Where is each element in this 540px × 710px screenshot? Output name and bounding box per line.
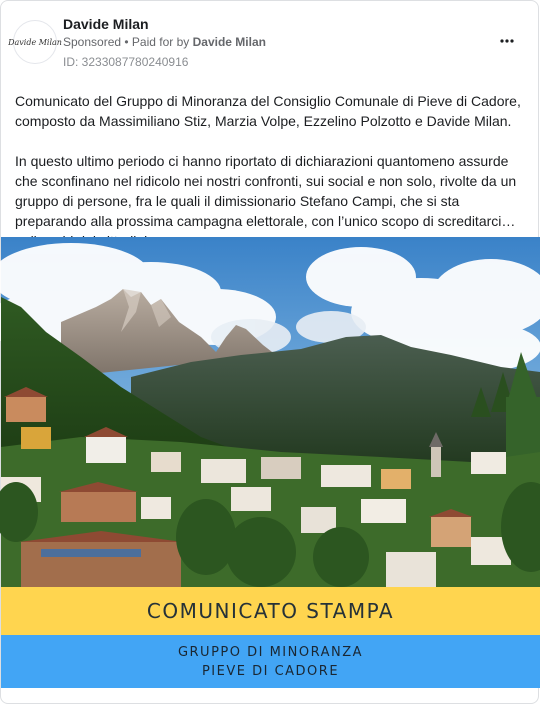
ad-id: ID: 3233087780240916	[63, 55, 189, 69]
post-paragraph-1: Comunicato del Gruppo di Minoranza del Consiglio Comunale di Pieve di Cadore, composto da Massimiliano Stiz, Marzia Volpe, Ezzelino Polzotto e Davide Milan.	[15, 93, 521, 129]
press-subtitle-line-2: PIEVE DI CADORE	[201, 663, 340, 679]
paid-for-prefix: • Paid for by	[121, 35, 193, 49]
three-dots-icon	[500, 39, 514, 43]
press-title: COMUNICATO STAMPA	[146, 599, 395, 623]
post-text	[15, 91, 525, 231]
avatar[interactable]	[8, 20, 62, 64]
mountain-village-photo	[1, 237, 540, 587]
sponsored-label: Sponsored	[63, 35, 122, 49]
press-subtitle-band	[1, 635, 540, 688]
press-subtitle-line-1: GRUPPO DI MINORANZA	[177, 644, 364, 660]
post-header	[1, 1, 538, 81]
post-paragraph-2[interactable]: In questo ultimo periodo ci hanno riportato di dichiarazioni quantomeno assurde che sconfinano nel ridicolo nei nostri confronti, sui social e non solo, rivolte da un gruppo di persone, fra le quali il dimissionario Stefano Campi, che si sta preparando alla prossima campagna elettorale, con l’unico scopo di screditarci	[15, 153, 517, 229]
press-title-band	[1, 587, 540, 635]
more-options-button[interactable]	[493, 29, 521, 53]
avatar-signature: Davide Milan	[8, 37, 62, 47]
paid-for-name: Davide Milan	[192, 35, 266, 49]
sponsored-line	[63, 35, 266, 49]
page-name[interactable]: Davide Milan	[63, 16, 149, 32]
ad-creative[interactable]	[1, 237, 540, 688]
